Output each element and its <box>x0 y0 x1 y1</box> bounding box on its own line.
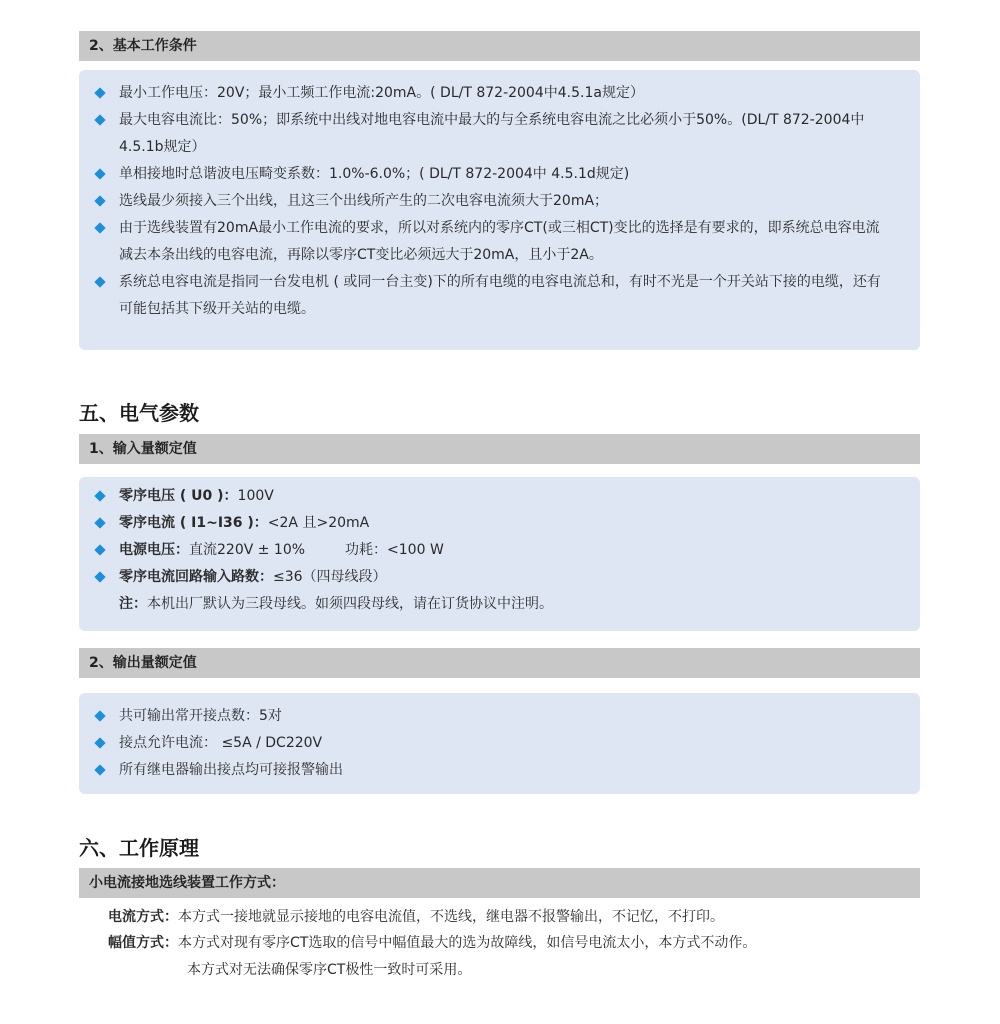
list-item <box>79 215 920 269</box>
diamond-bullet-icon <box>94 222 105 233</box>
list-item-text: 共可输出常开接点数：5对 <box>119 708 282 724</box>
mode-label: 电流方式： <box>108 909 178 925</box>
list-item <box>79 107 920 161</box>
conditions-panel <box>79 70 920 350</box>
diamond-bullet-icon <box>94 764 105 775</box>
input-panel <box>79 477 920 631</box>
list-item <box>79 80 920 107</box>
param-value: <2A 且>20mA <box>267 515 370 531</box>
diamond-bullet-icon <box>94 490 105 501</box>
mode-row-amplitude <box>108 930 756 956</box>
list-item-text: 系统总电容电流是指同一台发电机 ( 或同一台主变)下的所有电缆的电容电流总和，有时不光是一个开关站下接的电缆，还有可能包括其下级开关站的电缆。 <box>119 274 881 317</box>
list-item <box>79 510 920 537</box>
list-item-text: 最大电容电流比：50%；即系统中出线对地电容电流中最大的与全系统电容电流之比必须小于50%。(DL/T 872-2004中4.5.1b规定） <box>119 112 865 155</box>
param-label: 零序电流 ( I1~I36 )： <box>119 515 268 531</box>
diamond-bullet-icon <box>94 114 105 125</box>
list-item <box>79 703 920 730</box>
list-item <box>79 730 920 757</box>
list-item-text: 所有继电器输出接点均可接报警输出 <box>119 762 343 778</box>
output-panel <box>79 693 920 794</box>
param-label: 电源电压： <box>119 542 189 558</box>
diamond-bullet-icon <box>94 737 105 748</box>
list-item-text: 单相接地时总谐波电压畸变系数：1.0%-6.0%；( DL/T 872-2004中 4.5.1d规定) <box>119 166 630 182</box>
list-item <box>79 757 920 784</box>
diamond-bullet-icon <box>94 517 105 528</box>
mode-text: 本方式一接地就显示接地的电容电流值，不选线，继电器不报警输出，不记忆，不打印。 <box>178 909 724 925</box>
param-value: 100V <box>237 488 274 504</box>
diamond-bullet-icon <box>94 87 105 98</box>
list-item <box>79 188 920 215</box>
mode-label: 幅值方式： <box>108 935 178 951</box>
section-bar-conditions: 2、基本工作条件 <box>79 31 920 61</box>
diamond-bullet-icon <box>94 168 105 179</box>
diamond-bullet-icon <box>94 195 105 206</box>
list-item <box>79 161 920 188</box>
list-item <box>79 537 920 564</box>
mode-extra-note: 本方式对无法确保零序CT极性一致时可采用。 <box>187 962 472 978</box>
param-value: ≤36（四母线段） <box>273 569 387 585</box>
param-label: 零序电流回路输入路数： <box>119 569 273 585</box>
note <box>79 591 920 618</box>
mode-text: 本方式对现有零序CT选取的信号中幅值最大的选为故障线，如信号电流太小，本方式不动作。 <box>178 935 757 951</box>
param-label: 零序电压 ( U0 )： <box>119 488 238 504</box>
note-text: 本机出厂默认为三段母线。如须四段母线，请在订货协议中注明。 <box>147 596 553 612</box>
section-bar-output: 2、输出量额定值 <box>79 648 920 678</box>
list-item <box>79 483 920 510</box>
diamond-bullet-icon <box>94 276 105 287</box>
mode-row-current <box>108 904 724 930</box>
diamond-bullet-icon <box>94 710 105 721</box>
section-bar-modes: 小电流接地选线装置工作方式： <box>79 868 920 898</box>
note-label: 注： <box>119 596 147 612</box>
list-item-text: 接点允许电流： ≤5A / DC220V <box>119 735 323 751</box>
param-extra: 功耗：<100 W <box>345 542 444 558</box>
list-item <box>79 564 920 591</box>
diamond-bullet-icon <box>94 571 105 582</box>
heading-working-principle: 六、工作原理 <box>79 836 199 860</box>
list-item-text: 由于选线装置有20mA最小工作电流的要求，所以对系统内的零序CT(或三相CT)变比的选择是有要求的，即系统总电容电流减去本条出线的电容电流，再除以零序CT变比必须远大于20mA，且小于2A。 <box>119 220 880 263</box>
heading-electrical-params: 五、电气参数 <box>79 401 199 425</box>
section-bar-input: 1、输入量额定值 <box>79 434 920 464</box>
list-item-text: 最小工作电压：20V；最小工频工作电流:20mA。( DL/T 872-2004中4.5.1a规定） <box>119 85 644 101</box>
param-value: 直流220V ± 10% <box>189 542 306 558</box>
list-item <box>79 269 920 323</box>
list-item-text: 选线最少须接入三个出线，且这三个出线所产生的二次电容电流须大于20mA； <box>119 193 609 209</box>
diamond-bullet-icon <box>94 544 105 555</box>
